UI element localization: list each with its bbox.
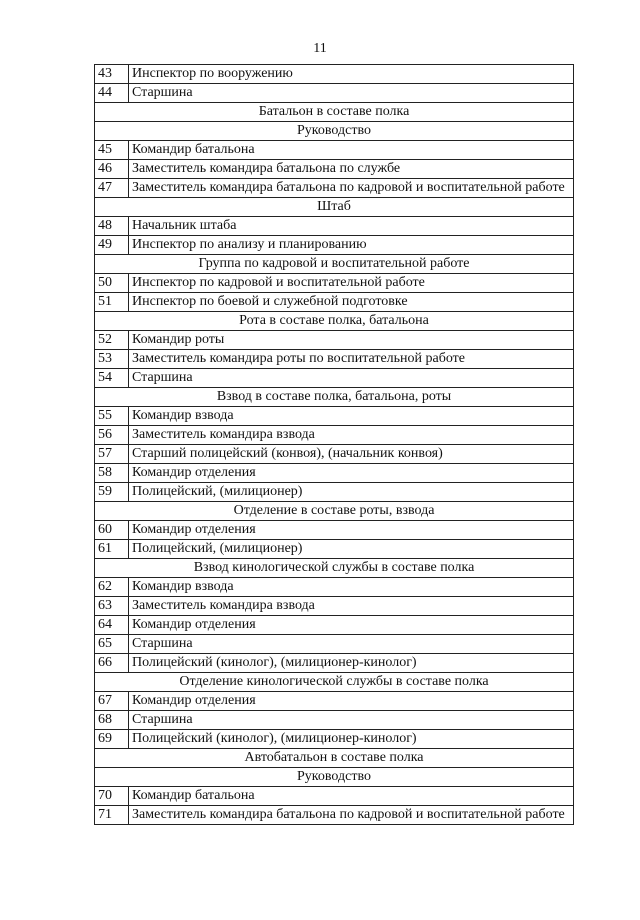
position-title: Полицейский, (милиционер) — [129, 540, 574, 559]
row-number: 48 — [95, 217, 129, 236]
position-title: Старшина — [129, 369, 574, 388]
position-title: Старший полицейский (конвоя), (начальник конвоя) — [129, 445, 574, 464]
table-row — [95, 179, 574, 198]
position-title: Командир взвода — [129, 407, 574, 426]
section-header-row — [95, 673, 574, 692]
position-title: Заместитель командира взвода — [129, 597, 574, 616]
row-number: 50 — [95, 274, 129, 293]
section-title: Штаб — [95, 198, 574, 217]
row-number: 56 — [95, 426, 129, 445]
section-title: Автобатальон в составе полка — [95, 749, 574, 768]
section-title: Батальон в составе полка — [95, 103, 574, 122]
table-row — [95, 787, 574, 806]
row-number: 54 — [95, 369, 129, 388]
section-header-row — [95, 122, 574, 141]
row-number: 66 — [95, 654, 129, 673]
positions-table-body — [95, 65, 574, 825]
table-row — [95, 445, 574, 464]
row-number: 62 — [95, 578, 129, 597]
section-title: Группа по кадровой и воспитательной работе — [95, 255, 574, 274]
section-title: Взвод в составе полка, батальона, роты — [95, 388, 574, 407]
row-number: 65 — [95, 635, 129, 654]
position-title: Командир батальона — [129, 787, 574, 806]
table-row — [95, 141, 574, 160]
position-title: Инспектор по анализу и планированию — [129, 236, 574, 255]
section-header-row — [95, 103, 574, 122]
row-number: 57 — [95, 445, 129, 464]
section-title: Руководство — [95, 768, 574, 787]
table-row — [95, 274, 574, 293]
row-number: 46 — [95, 160, 129, 179]
table-row — [95, 597, 574, 616]
position-title: Заместитель командира батальона по кадровой и воспитательной работе — [129, 806, 574, 825]
table-row — [95, 730, 574, 749]
row-number: 68 — [95, 711, 129, 730]
row-number: 55 — [95, 407, 129, 426]
section-header-row — [95, 388, 574, 407]
row-number: 58 — [95, 464, 129, 483]
table-row — [95, 578, 574, 597]
table-row — [95, 217, 574, 236]
table-row — [95, 426, 574, 445]
section-header-row — [95, 255, 574, 274]
row-number: 52 — [95, 331, 129, 350]
position-title: Командир отделения — [129, 464, 574, 483]
row-number: 69 — [95, 730, 129, 749]
position-title: Заместитель командира батальона по службе — [129, 160, 574, 179]
table-row — [95, 692, 574, 711]
table-row — [95, 160, 574, 179]
position-title: Командир отделения — [129, 521, 574, 540]
position-title: Командир отделения — [129, 692, 574, 711]
table-row — [95, 806, 574, 825]
position-title: Заместитель командира взвода — [129, 426, 574, 445]
position-title: Инспектор по вооружению — [129, 65, 574, 84]
position-title: Инспектор по кадровой и воспитательной работе — [129, 274, 574, 293]
row-number: 43 — [95, 65, 129, 84]
section-title: Отделение в составе роты, взвода — [95, 502, 574, 521]
row-number: 60 — [95, 521, 129, 540]
table-row — [95, 711, 574, 730]
row-number: 53 — [95, 350, 129, 369]
table-row — [95, 65, 574, 84]
section-header-row — [95, 502, 574, 521]
table-row — [95, 350, 574, 369]
section-title: Руководство — [95, 122, 574, 141]
row-number: 49 — [95, 236, 129, 255]
table-row — [95, 331, 574, 350]
position-title: Командир батальона — [129, 141, 574, 160]
table-row — [95, 369, 574, 388]
position-title: Старшина — [129, 84, 574, 103]
positions-table — [94, 64, 574, 825]
table-row — [95, 464, 574, 483]
section-header-row — [95, 768, 574, 787]
row-number: 47 — [95, 179, 129, 198]
section-title: Отделение кинологической службы в составе полка — [95, 673, 574, 692]
section-title: Взвод кинологической службы в составе полка — [95, 559, 574, 578]
position-title: Заместитель командира батальона по кадровой и воспитательной работе — [129, 179, 574, 198]
row-number: 59 — [95, 483, 129, 502]
table-row — [95, 540, 574, 559]
table-row — [95, 521, 574, 540]
position-title: Инспектор по боевой и служебной подготовке — [129, 293, 574, 312]
table-row — [95, 236, 574, 255]
position-title: Полицейский (кинолог), (милиционер-кинолог) — [129, 654, 574, 673]
section-title: Рота в составе полка, батальона — [95, 312, 574, 331]
table-row — [95, 293, 574, 312]
section-header-row — [95, 559, 574, 578]
row-number: 63 — [95, 597, 129, 616]
position-title: Старшина — [129, 711, 574, 730]
position-title: Полицейский, (милиционер) — [129, 483, 574, 502]
section-header-row — [95, 312, 574, 331]
table-row — [95, 84, 574, 103]
table-row — [95, 407, 574, 426]
row-number: 44 — [95, 84, 129, 103]
position-title: Командир роты — [129, 331, 574, 350]
section-header-row — [95, 198, 574, 217]
position-title: Командир отделения — [129, 616, 574, 635]
position-title: Полицейский (кинолог), (милиционер-кинолог) — [129, 730, 574, 749]
row-number: 51 — [95, 293, 129, 312]
table-row — [95, 616, 574, 635]
page-number: 11 — [313, 41, 327, 56]
section-header-row — [95, 749, 574, 768]
row-number: 70 — [95, 787, 129, 806]
table-row — [95, 635, 574, 654]
position-title: Старшина — [129, 635, 574, 654]
table-row — [95, 483, 574, 502]
row-number: 45 — [95, 141, 129, 160]
position-title: Заместитель командира роты по воспитательной работе — [129, 350, 574, 369]
position-title: Начальник штаба — [129, 217, 574, 236]
row-number: 61 — [95, 540, 129, 559]
position-title: Командир взвода — [129, 578, 574, 597]
row-number: 64 — [95, 616, 129, 635]
row-number: 71 — [95, 806, 129, 825]
row-number: 67 — [95, 692, 129, 711]
table-row — [95, 654, 574, 673]
